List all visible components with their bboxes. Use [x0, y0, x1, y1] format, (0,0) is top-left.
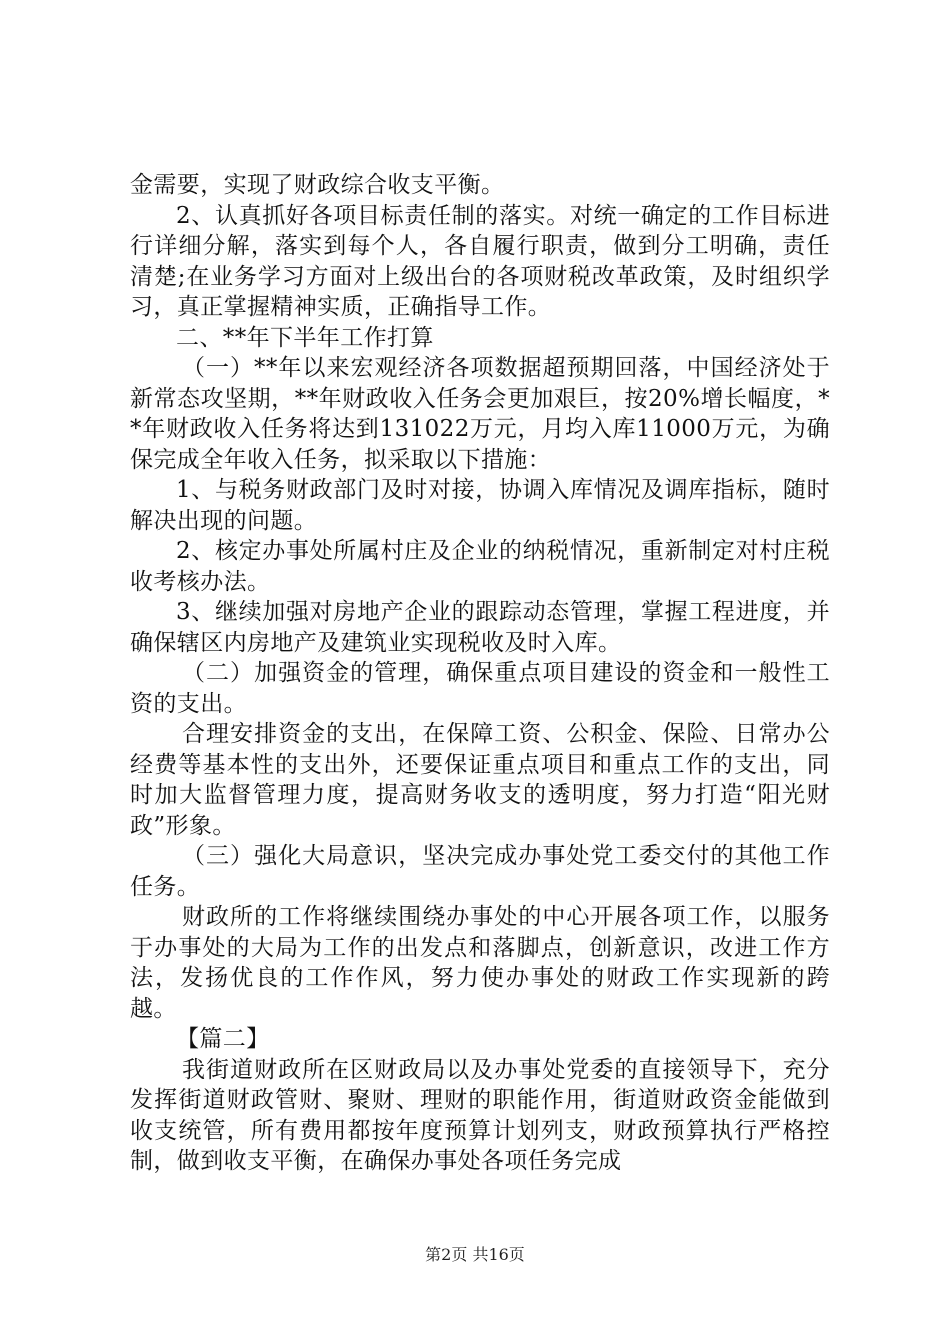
- measure-3: 3、继续加强对房地产企业的跟踪动态管理，掌握工程进度，并确保辖区内房地产及建筑业实现税收及时入库。: [130, 599, 830, 656]
- page-number-footer: 第2页 共16页: [425, 1245, 525, 1264]
- measure-1: 1、与税务财政部门及时对接，协调入库情况及调库指标，随时解决出现的问题。: [130, 477, 830, 534]
- paragraph-part-two: 我街道财政所在区财政局以及办事处党委的直接领导下，充分发挥街道财政管财、聚财、理财的职能作用，街道财政资金能做到收支统管，所有费用都按年度预算计划列支，财政预算执行严格控制，做到收支平衡，在确保办事处各项任务完成: [130, 1056, 830, 1174]
- subsection-1: （一）**年以来宏观经济各项数据超预期回落，中国经济处于新常态攻坚期，**年财政收入任务会更加艰巨，按20%增长幅度，**年财政收入任务将达到131022万元，月均入库11000万元，为确保完成全年收入任务，拟采取以下措施：: [130, 355, 830, 473]
- part-two-heading: 【篇二】: [176, 1026, 270, 1052]
- paragraph-funds: 合理安排资金的支出，在保障工资、公积金、保险、日常办公经费等基本性的支出外，还要保证重点项目和重点工作的支出，同时加大监督管理力度，提高财务收支的透明度，努力打造“阳光财政”形象。: [130, 721, 830, 839]
- subsection-3: （三）强化大局意识，坚决完成办事处党工委交付的其他工作任务。: [130, 843, 830, 900]
- paragraph-1: 金需要，实现了财政综合收支平衡。: [130, 172, 505, 198]
- paragraph-summary: 财政所的工作将继续围绕办事处的中心开展各项工作，以服务于办事处的大局为工作的出发点和落脚点，创新意识，改进工作方法，发扬优良的工作作风，努力使办事处的财政工作实现新的跨越。: [130, 904, 830, 1022]
- subsection-2: （二）加强资金的管理，确保重点项目建设的资金和一般性工资的支出。: [130, 660, 830, 717]
- section-heading-2: 二、**年下半年工作打算: [176, 324, 434, 351]
- paragraph-2: 2、认真抓好各项目标责任制的落实。对统一确定的工作目标进行详细分解，落实到每个人，各自履行职责，做到分工明确，责任清楚;在业务学习方面对上级出台的各项财税改革政策，及时组织学习，真正掌握精神实质，正确指导工作。: [130, 202, 830, 320]
- measure-2: 2、核定办事处所属村庄及企业的纳税情况，重新制定对村庄税收考核办法。: [130, 538, 830, 595]
- document-body: [130, 170, 830, 1177]
